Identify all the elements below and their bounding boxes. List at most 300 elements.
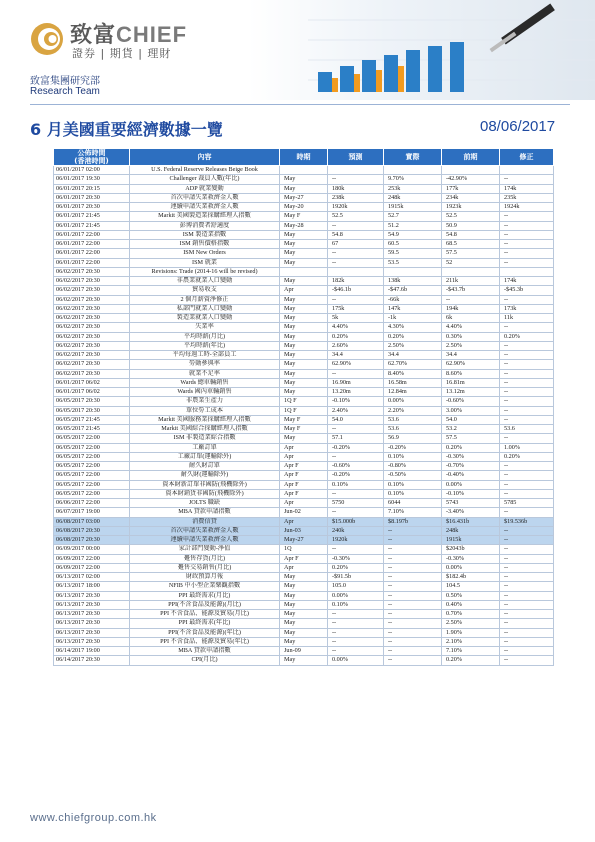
cell-previous: 57.5 (442, 434, 500, 443)
cell-revised: -- (500, 462, 554, 471)
table-row (54, 230, 554, 239)
cell-previous: 5743 (442, 499, 500, 508)
hero-chart-image (248, 0, 595, 100)
cell-period: May (280, 314, 328, 323)
cell-forecast: 54.0 (328, 415, 384, 424)
cell-previous: -0.10% (442, 489, 500, 498)
cell-content: 耐久財訂單 (130, 462, 280, 471)
cell-content: PPI(不含食品及能源)(月比) (130, 600, 280, 609)
cell-previous: 52 (442, 258, 500, 267)
cell-forecast: -- (328, 295, 384, 304)
page-title: 6 月美國重要經濟數據一覽 (30, 120, 223, 139)
cell-actual: -- (384, 591, 442, 600)
cell-forecast: 1920k (328, 203, 384, 212)
cell-previous: 194k (442, 304, 500, 313)
cell-actual: -- (384, 647, 442, 656)
table-row (54, 314, 554, 323)
table-row (54, 397, 554, 406)
cell-time: 06/02/2017 20:30 (54, 295, 130, 304)
cell-actual: 52.7 (384, 212, 442, 221)
cell-forecast: -- (328, 452, 384, 461)
cell-revised: -- (500, 415, 554, 424)
cell-revised: -- (500, 619, 554, 628)
cell-actual: 53.6 (384, 415, 442, 424)
cell-forecast: 0.00% (328, 591, 384, 600)
cell-period: May (280, 249, 328, 258)
cell-actual: 34.4 (384, 351, 442, 360)
header-period: 時期 (280, 149, 328, 166)
cell-content: 資本財新訂單非國防(飛機除外) (130, 480, 280, 489)
table-row (54, 212, 554, 221)
cell-revised: 1924k (500, 203, 554, 212)
cell-previous (442, 267, 500, 276)
cell-forecast: 2.60% (328, 341, 384, 350)
cell-forecast: -$46.1b (328, 286, 384, 295)
table-row (54, 656, 554, 665)
cell-previous: 54.0 (442, 415, 500, 424)
cell-content: 勞動參與率 (130, 360, 280, 369)
cell-time: 06/02/2017 20:30 (54, 277, 130, 286)
table-row (54, 610, 554, 619)
cell-previous: 13.12m (442, 388, 500, 397)
cell-period: 1Q (280, 545, 328, 554)
cell-previous: 1.90% (442, 628, 500, 637)
cell-content: Revisions: Trade (2014-16 will be revised) (130, 267, 280, 276)
cell-content: 連續申請失業救濟金人數 (130, 203, 280, 212)
cell-time: 06/01/2017 22:00 (54, 249, 130, 258)
cell-period: Apr F (280, 462, 328, 471)
cell-forecast: 182k (328, 277, 384, 286)
cell-previous: 52.5 (442, 212, 500, 221)
cell-time: 06/05/2017 22:00 (54, 471, 130, 480)
cell-actual: 51.2 (384, 221, 442, 230)
table-row (54, 203, 554, 212)
cell-period: Apr (280, 443, 328, 452)
cell-revised: 174k (500, 277, 554, 286)
cell-actual: 60.5 (384, 240, 442, 249)
cell-period: May F (280, 212, 328, 221)
cell-forecast: 62.90% (328, 360, 384, 369)
cell-actual: 0.10% (384, 452, 442, 461)
table-row (54, 434, 554, 443)
cell-time: 06/01/2017 06/02 (54, 378, 130, 387)
header-content: 內容 (130, 149, 280, 166)
cell-time: 06/05/2017 22:00 (54, 443, 130, 452)
cell-content: ISM 非製造業綜合指數 (130, 434, 280, 443)
cell-actual: 53.5 (384, 258, 442, 267)
cell-revised: -- (500, 554, 554, 563)
cell-actual: 0.00% (384, 397, 442, 406)
cell-revised: -- (500, 647, 554, 656)
cell-forecast: -- (328, 610, 384, 619)
cell-content: 貿易收支 (130, 286, 280, 295)
cell-revised: -- (500, 656, 554, 665)
cell-actual (384, 267, 442, 276)
header-actual: 實際 (384, 149, 442, 166)
cell-content: MBA 貸款申請指數 (130, 647, 280, 656)
cell-actual: 9.70% (384, 175, 442, 184)
table-row (54, 175, 554, 184)
cell-forecast: 240k (328, 526, 384, 535)
cell-content: 首次申請失業救濟金人數 (130, 526, 280, 535)
table-row (54, 573, 554, 582)
cell-period: May (280, 388, 328, 397)
cell-forecast: -- (328, 369, 384, 378)
cell-actual: 7.10% (384, 508, 442, 517)
cell-revised: -- (500, 258, 554, 267)
table-row (54, 166, 554, 175)
cell-forecast: 67 (328, 240, 384, 249)
cell-previous: 68.5 (442, 240, 500, 249)
cell-actual: 8.40% (384, 369, 442, 378)
table-row (54, 508, 554, 517)
cell-content: 單位勞工成本 (130, 406, 280, 415)
cell-content: 製造業就業人口變動 (130, 314, 280, 323)
cell-time: 06/09/2017 22:00 (54, 554, 130, 563)
cell-actual: 62.70% (384, 360, 442, 369)
cell-time: 06/09/2017 22:00 (54, 563, 130, 572)
table-row (54, 388, 554, 397)
cell-revised: -- (500, 628, 554, 637)
cell-actual: 16.58m (384, 378, 442, 387)
table-row (54, 637, 554, 646)
cell-content: 連續申請失業救濟金人數 (130, 536, 280, 545)
report-date: 08/06/2017 (480, 118, 556, 135)
cell-period: May (280, 637, 328, 646)
cell-period: May (280, 295, 328, 304)
table-row (54, 341, 554, 350)
cell-actual (384, 166, 442, 175)
cell-period: May (280, 341, 328, 350)
cell-actual: -0.20% (384, 443, 442, 452)
cell-revised: -- (500, 230, 554, 239)
cell-period: May-27 (280, 536, 328, 545)
table-row (54, 628, 554, 637)
cell-content: 2 個月薪資淨修正 (130, 295, 280, 304)
cell-revised: -- (500, 573, 554, 582)
cell-time: 06/01/2017 20:30 (54, 193, 130, 202)
cell-revised: -- (500, 563, 554, 572)
cell-content: ISM 製造業指數 (130, 230, 280, 239)
header-revised: 修正 (500, 149, 554, 166)
cell-period: May (280, 277, 328, 286)
cell-period: May (280, 628, 328, 637)
cell-content: Wards 總車輛銷售 (130, 378, 280, 387)
cell-content: 彭博消費者舒適度 (130, 221, 280, 230)
cell-time: 06/02/2017 20:30 (54, 304, 130, 313)
cell-time: 06/01/2017 19:30 (54, 175, 130, 184)
cell-time: 06/13/2017 20:30 (54, 591, 130, 600)
cell-period: May (280, 230, 328, 239)
table-row (54, 415, 554, 424)
cell-time: 06/01/2017 22:00 (54, 258, 130, 267)
cell-previous: 2.10% (442, 637, 500, 646)
cell-actual: -66k (384, 295, 442, 304)
table-row (54, 406, 554, 415)
cell-forecast: 0.10% (328, 600, 384, 609)
cell-content: PPI 不含食品、能源及貿易(年比) (130, 637, 280, 646)
table-row (54, 526, 554, 535)
cell-forecast: -- (328, 619, 384, 628)
cell-forecast: 2.40% (328, 406, 384, 415)
cell-time: 06/13/2017 20:30 (54, 600, 130, 609)
cell-previous: 211k (442, 277, 500, 286)
cell-actual: -- (384, 582, 442, 591)
cell-previous: 234k (442, 193, 500, 202)
cell-time: 06/07/2017 19:00 (54, 508, 130, 517)
cell-forecast: 0.20% (328, 332, 384, 341)
cell-forecast: -0.20% (328, 471, 384, 480)
cell-time: 06/13/2017 20:30 (54, 637, 130, 646)
cell-revised: 173k (500, 304, 554, 313)
cell-revised: -- (500, 397, 554, 406)
cell-previous: 6k (442, 314, 500, 323)
cell-forecast: -0.60% (328, 462, 384, 471)
cell-forecast: -- (328, 647, 384, 656)
cell-content: 躉售交易銷售(月比) (130, 563, 280, 572)
cell-previous: 7.10% (442, 647, 500, 656)
cell-previous: 0.50% (442, 591, 500, 600)
cell-actual: 59.5 (384, 249, 442, 258)
cell-period: May (280, 369, 328, 378)
cell-revised: -- (500, 434, 554, 443)
cell-forecast: 5k (328, 314, 384, 323)
cell-previous: -0.30% (442, 452, 500, 461)
cell-time: 06/08/2017 20:30 (54, 536, 130, 545)
cell-revised: -- (500, 480, 554, 489)
cell-forecast: -- (328, 221, 384, 230)
cell-forecast: -0.20% (328, 443, 384, 452)
cell-period: May (280, 304, 328, 313)
cell-content: Markit 美國製造業採購經理人指數 (130, 212, 280, 221)
table-row (54, 489, 554, 498)
cell-forecast: -- (328, 175, 384, 184)
cell-period: Apr F (280, 480, 328, 489)
cell-revised: -- (500, 610, 554, 619)
cell-content: 躉售存貨(月比) (130, 554, 280, 563)
cell-content: 平均時薪(年比) (130, 341, 280, 350)
cell-forecast: -0.30% (328, 554, 384, 563)
cell-forecast: -- (328, 249, 384, 258)
cell-time: 06/06/2017 22:00 (54, 499, 130, 508)
chief-logo-icon (30, 22, 64, 56)
cell-time: 06/13/2017 20:30 (54, 628, 130, 637)
cell-previous: 1923k (442, 203, 500, 212)
cell-time: 06/02/2017 20:30 (54, 286, 130, 295)
cell-actual: -- (384, 628, 442, 637)
cell-content: PPI 不含食品、能源及貿易(月比) (130, 610, 280, 619)
cell-content: Challenger 裁員人數(年比) (130, 175, 280, 184)
cell-actual: 53.6 (384, 425, 442, 434)
cell-content: 平均時薪(月比) (130, 332, 280, 341)
cell-content: 消費信貸 (130, 517, 280, 526)
cell-actual: $8.197b (384, 517, 442, 526)
cell-forecast: -- (328, 508, 384, 517)
table-row (54, 258, 554, 267)
table-row (54, 240, 554, 249)
cell-revised: -- (500, 582, 554, 591)
cell-period: May F (280, 425, 328, 434)
cell-period: Apr (280, 499, 328, 508)
cell-actual: 6044 (384, 499, 442, 508)
cell-previous: $182.4b (442, 573, 500, 582)
cell-revised: 235k (500, 193, 554, 202)
cell-time: 06/02/2017 20:30 (54, 369, 130, 378)
cell-time: 06/13/2017 20:30 (54, 610, 130, 619)
cell-time: 06/05/2017 22:00 (54, 489, 130, 498)
cell-time: 06/02/2017 20:30 (54, 351, 130, 360)
cell-previous: -3.40% (442, 508, 500, 517)
cell-actual: -- (384, 610, 442, 619)
cell-revised: -- (500, 536, 554, 545)
cell-period: May (280, 591, 328, 600)
cell-content: 失業率 (130, 323, 280, 332)
cell-period: May (280, 434, 328, 443)
cell-period: Apr F (280, 489, 328, 498)
footer-url: www.chiefgroup.com.hk (30, 812, 157, 824)
cell-forecast (328, 166, 384, 175)
cell-actual: -- (384, 545, 442, 554)
cell-forecast: 52.5 (328, 212, 384, 221)
cell-previous: 53.2 (442, 425, 500, 434)
cell-actual: -1k (384, 314, 442, 323)
cell-period: 1Q F (280, 406, 328, 415)
cell-revised: -- (500, 249, 554, 258)
cell-time: 06/05/2017 20:30 (54, 397, 130, 406)
cell-previous: 104.5 (442, 582, 500, 591)
cell-content: Markit 美國綜合採購經理人指數 (130, 425, 280, 434)
table-row (54, 517, 554, 526)
cell-forecast: 16.90m (328, 378, 384, 387)
table-row (54, 360, 554, 369)
cell-actual: 54.9 (384, 230, 442, 239)
cell-period: Apr (280, 452, 328, 461)
cell-time: 06/01/2017 20:30 (54, 203, 130, 212)
cell-revised: -- (500, 360, 554, 369)
cell-time: 06/05/2017 22:00 (54, 480, 130, 489)
cell-revised: -- (500, 369, 554, 378)
cell-revised: 174k (500, 184, 554, 193)
cell-previous: 4.40% (442, 323, 500, 332)
cell-period: May (280, 184, 328, 193)
cell-revised: -- (500, 637, 554, 646)
table-row (54, 332, 554, 341)
cell-actual: 12.84m (384, 388, 442, 397)
cell-revised: 5785 (500, 499, 554, 508)
cell-revised: -- (500, 545, 554, 554)
cell-revised: -- (500, 600, 554, 609)
cell-previous: 0.70% (442, 610, 500, 619)
cell-content: PPI(不含食品及能源)(年比) (130, 628, 280, 637)
cell-time: 06/14/2017 19:00 (54, 647, 130, 656)
cell-time: 06/01/2017 06/02 (54, 388, 130, 397)
cell-content: ISM 銷售價格指數 (130, 240, 280, 249)
cell-forecast: 54.8 (328, 230, 384, 239)
cell-period: May (280, 610, 328, 619)
cell-forecast (328, 267, 384, 276)
cell-period: Apr (280, 563, 328, 572)
cell-period: May-28 (280, 221, 328, 230)
cell-period: May (280, 582, 328, 591)
cell-actual: 1915k (384, 203, 442, 212)
cell-period: 1Q F (280, 397, 328, 406)
cell-revised: $19.536b (500, 517, 554, 526)
cell-forecast: -- (328, 258, 384, 267)
research-dept-cn: 致富集團研究部 (30, 76, 100, 87)
cell-time: 06/05/2017 22:00 (54, 452, 130, 461)
cell-previous: 0.20% (442, 443, 500, 452)
cell-content: MBA 貸款申請指數 (130, 508, 280, 517)
cell-actual: 138k (384, 277, 442, 286)
table-row (54, 600, 554, 609)
table-row (54, 480, 554, 489)
cell-forecast: -- (328, 489, 384, 498)
cell-period: Jun-09 (280, 647, 328, 656)
cell-previous: $16.431b (442, 517, 500, 526)
table-row (54, 536, 554, 545)
cell-forecast: 0.10% (328, 480, 384, 489)
cell-period: May (280, 378, 328, 387)
table-row (54, 277, 554, 286)
table-row (54, 647, 554, 656)
cell-actual: 147k (384, 304, 442, 313)
cell-actual: -0.80% (384, 462, 442, 471)
cell-period: May (280, 258, 328, 267)
cell-actual: 248k (384, 193, 442, 202)
cell-forecast: 34.4 (328, 351, 384, 360)
cell-previous: $2043b (442, 545, 500, 554)
table-row (54, 267, 554, 276)
cell-revised (500, 267, 554, 276)
cell-period: Apr (280, 286, 328, 295)
cell-time: 06/13/2017 18:00 (54, 582, 130, 591)
cell-content: ISM New Orders (130, 249, 280, 258)
cell-revised: -- (500, 351, 554, 360)
table-body (54, 166, 554, 666)
cell-revised: 1.00% (500, 443, 554, 452)
table-row (54, 286, 554, 295)
cell-content: Markit 美國服務業採購經理人指數 (130, 415, 280, 424)
cell-forecast: 1920k (328, 536, 384, 545)
cell-forecast: 180k (328, 184, 384, 193)
cell-actual: 4.30% (384, 323, 442, 332)
cell-actual: -0.50% (384, 471, 442, 480)
cell-previous: 8.60% (442, 369, 500, 378)
cell-time: 06/01/2017 21:45 (54, 221, 130, 230)
cell-period: May (280, 351, 328, 360)
cell-period: May (280, 240, 328, 249)
table-row (54, 591, 554, 600)
brand-name-cn: 致富 (70, 22, 117, 47)
cell-time: 06/14/2017 20:30 (54, 656, 130, 665)
cell-actual: 56.9 (384, 434, 442, 443)
cell-previous: 2.50% (442, 619, 500, 628)
cell-content: 耐久財(運輸除外) (130, 471, 280, 480)
cell-previous: 62.90% (442, 360, 500, 369)
cell-revised: -- (500, 388, 554, 397)
cell-content: 非農業就業人口變動 (130, 277, 280, 286)
cell-forecast: -- (328, 425, 384, 434)
cell-time: 06/01/2017 20:15 (54, 184, 130, 193)
table-row (54, 295, 554, 304)
cell-period: May (280, 332, 328, 341)
cell-period: May F (280, 415, 328, 424)
cell-previous: 50.9 (442, 221, 500, 230)
cell-revised (500, 166, 554, 175)
cell-previous: -0.70% (442, 462, 500, 471)
table-row (54, 378, 554, 387)
cell-previous: 57.5 (442, 249, 500, 258)
